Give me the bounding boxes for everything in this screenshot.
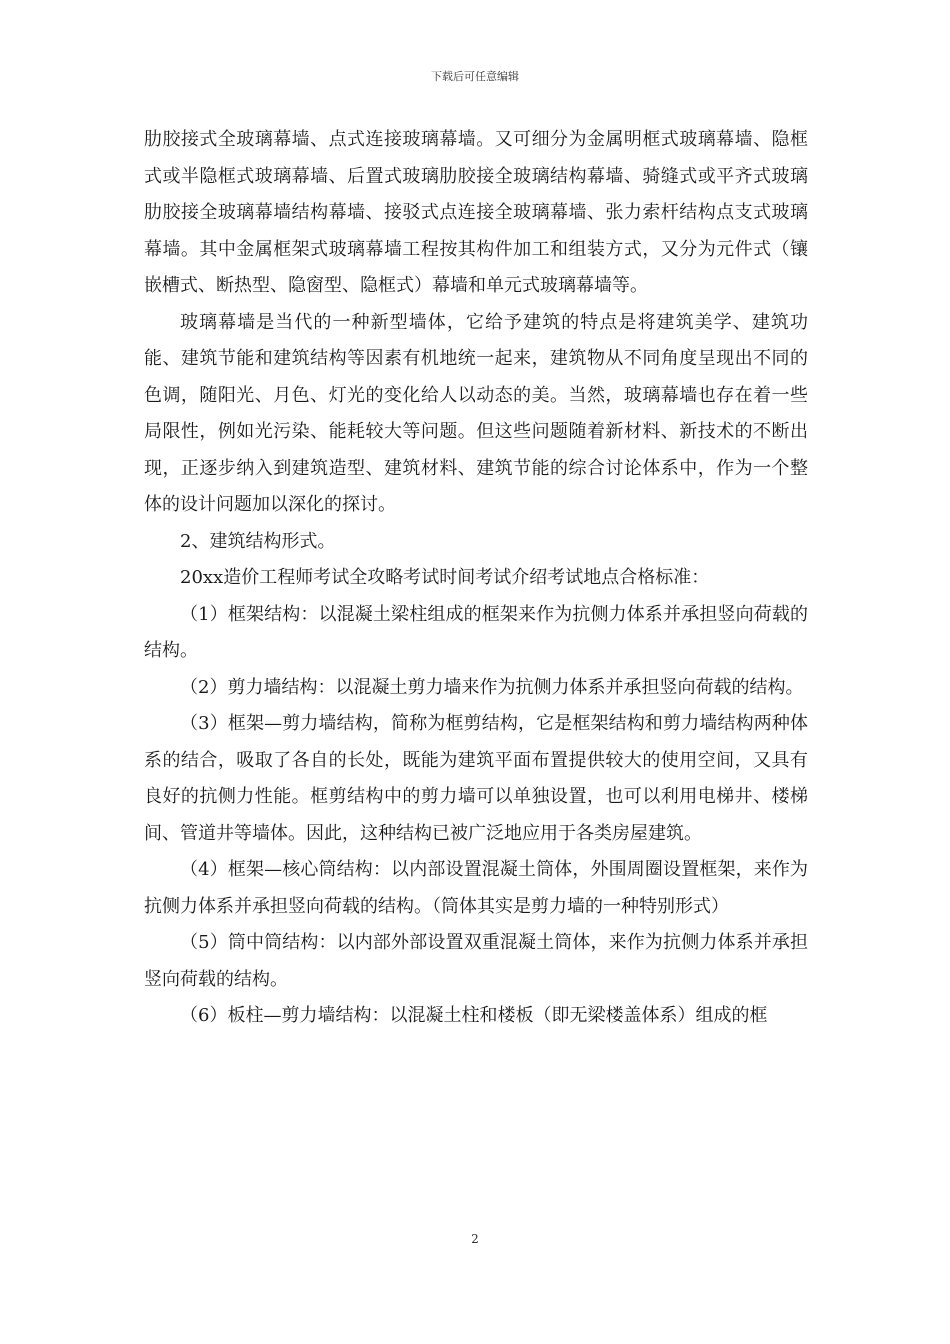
paragraph-1: 肋胶接式全玻璃幕墙、点式连接玻璃幕墙。又可细分为金属明框式玻璃幕墙、隐框式或半隐框式玻璃幕墙、后置式玻璃肋胶接全玻璃结构幕墙、骑缝式或平齐式玻璃肋胶接全玻璃幕墙结构幕墙、接驳式点连接全玻璃幕墙、张力索杆结构点支式玻璃幕墙。其中金属框架式玻璃幕墙工程按其构件加工和组装方式，又分为元件式（镶嵌槽式、断热型、隐窗型、隐框式）幕墙和单元式玻璃幕墙等。 [144, 129, 808, 296]
paragraph-exam-guide: 20xx造价工程师考试全攻略考试时间考试介绍考试地点合格标准： [180, 567, 710, 588]
document-body [144, 122, 808, 1035]
list-item-frame-shear-wall-structure: （3）框架—剪力墙结构，简称为框剪结构，它是框架结构和剪力墙结构两种体系的结合，吸取了各自的长处，既能为建筑平面布置提供较大的使用空间，又具有良好的抗侧力性能。框剪结构中的剪力墙可以单独设置，也可以利用电梯井、楼梯间、管道井等墙体。因此，这种结构已被广泛地应用于各类房屋建筑。 [144, 713, 808, 844]
list-item-slab-column-shear-wall-structure: （6）板柱—剪力墙结构：以混凝土柱和楼板（即无梁楼盖体系）组成的框 [180, 1005, 768, 1026]
paragraph-2: 玻璃幕墙是当代的一种新型墙体，它给予建筑的特点是将建筑美学、建筑功能、建筑节能和建筑结构等因素有机地统一起来，建筑物从不同角度呈现出不同的色调，随阳光、月色、灯光的变化给人以动态的美。当然，玻璃幕墙也存在着一些局限性，例如光污染、能耗较大等问题。但这些问题随着新材料、新技术的不断出现，正逐步纳入到建筑造型、建筑材料、建筑节能的综合讨论体系中，作为一个整体的设计问题加以深化的探讨。 [144, 311, 808, 515]
page-header: 下载后可任意编辑 [431, 70, 519, 83]
section-heading: 2、建筑结构形式。 [180, 530, 336, 552]
list-item-frame-structure: （1）框架结构：以混凝土梁柱组成的框架来作为抗侧力体系并承担竖向荷载的结构。 [144, 603, 808, 661]
list-item-frame-core-tube-structure: （4）框架—核心筒结构：以内部设置混凝土筒体，外围周圈设置框架，来作为抗侧力体系并承担竖向荷载的结构。（筒体其实是剪力墙的一种特别形式） [144, 859, 808, 917]
list-item-shear-wall-structure: （2）剪力墙结构：以混凝土剪力墙来作为抗侧力体系并承担竖向荷载的结构。 [180, 676, 804, 698]
page-number: 2 [471, 1232, 479, 1246]
list-item-tube-in-tube-structure: （5）筒中筒结构：以内部外部设置双重混凝土筒体，来作为抗侧力体系并承担竖向荷载的结构。 [144, 932, 808, 990]
